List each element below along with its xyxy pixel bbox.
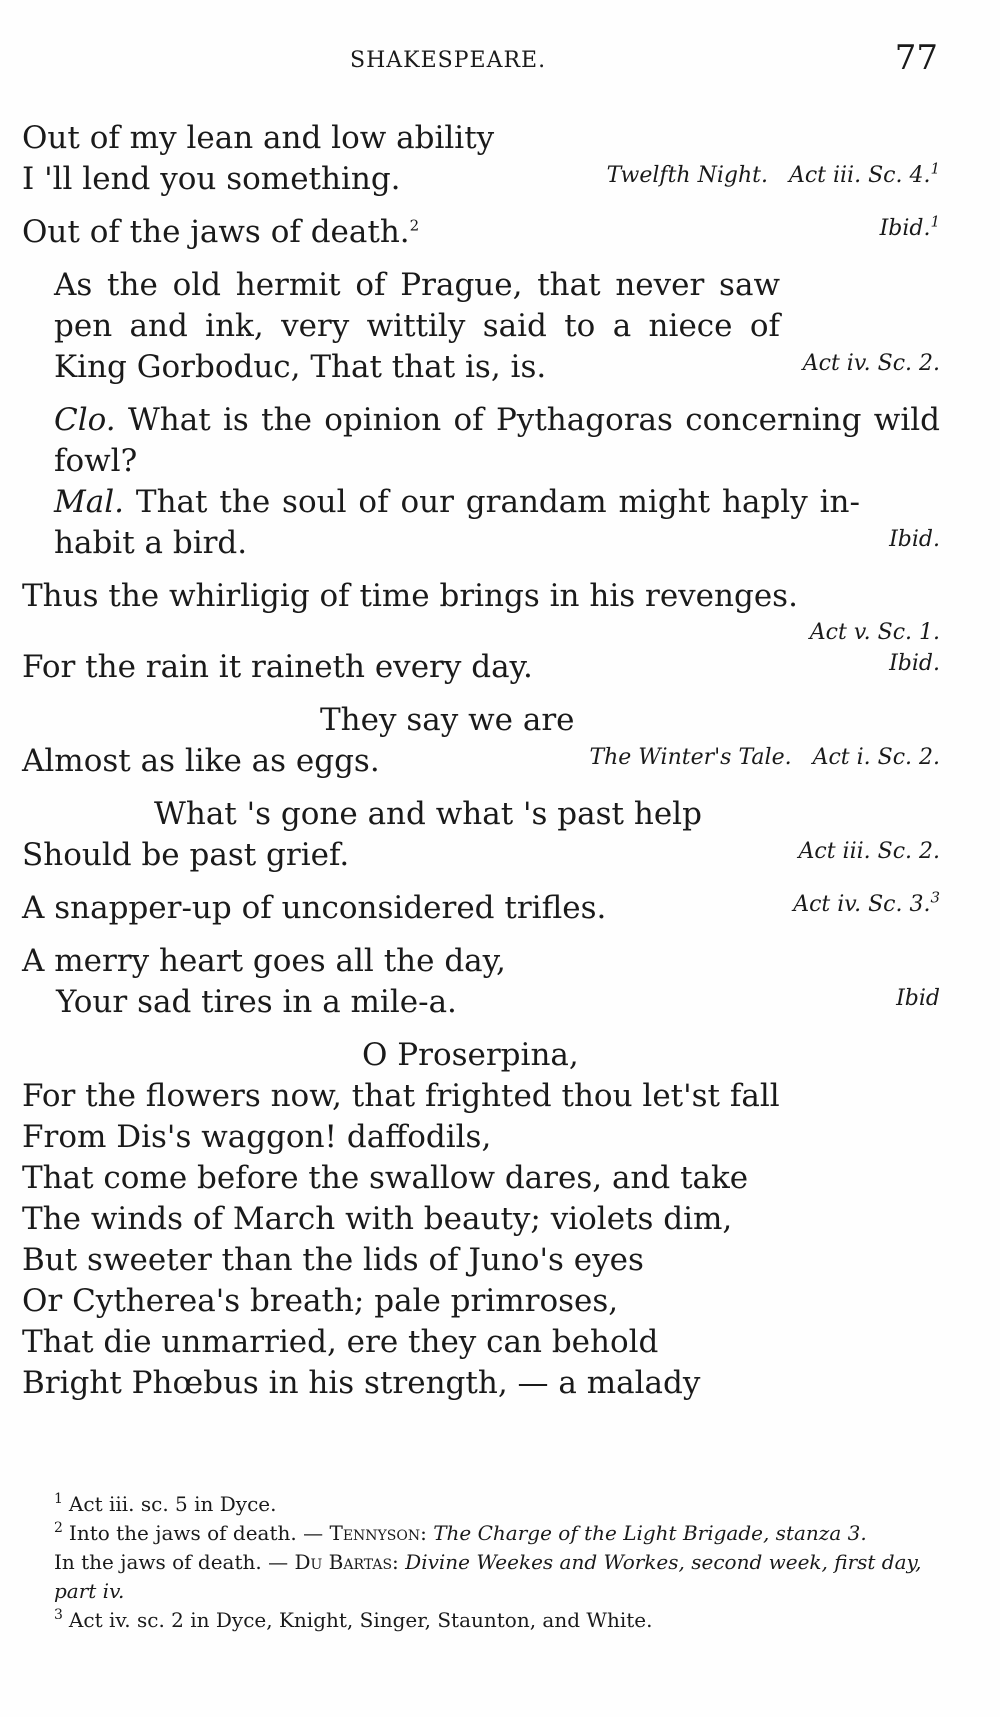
- quotations: [22, 118, 940, 1404]
- citation: Ibid.$^1$: [879, 212, 940, 241]
- page-header: [0, 38, 1000, 88]
- footnote: $^1$ Act iii. sc. 5 in Dyce.: [54, 1491, 277, 1516]
- citation: Act iv. Sc. 2.: [802, 351, 940, 376]
- footnote: In the jaws of death. — Du Bartas: Divine Weekes and Workes, second week, first day, part iv.: [54, 1550, 922, 1603]
- verse-line: Bright Phœbus in his strength, — a malady: [22, 1365, 701, 1401]
- citation: Ibid.: [889, 651, 940, 676]
- running-head: SHAKESPEARE.: [350, 48, 547, 73]
- quote-line: Your sad tires in a mile-a. Ibid: [22, 982, 940, 1023]
- verse-line: For the flowers now, that frighted thou let'st fall: [22, 1078, 780, 1114]
- verse-line: O Proserpina,: [362, 1037, 579, 1073]
- quote-line: Out of my lean and low ability: [22, 120, 495, 156]
- quote-line: A snapper-up of unconsidered trifles. Act iv. Sc. 3.$^3$: [22, 888, 940, 929]
- dialogue-line: Mal. That the soul of our grandam might haply in- habit a bird. Ibid.: [54, 484, 940, 561]
- verse-line: From Dis's waggon! daffodils,: [22, 1119, 492, 1155]
- verse-line: That die unmarried, ere they can behold: [22, 1324, 659, 1360]
- footnote: $^2$ Into the jaws of death. — Tennyson: The Charge of the Light Brigade, stanza 3.: [54, 1520, 867, 1545]
- dialogue-line: Clo. What is the opinion of Pythagoras concerning wild fowl?: [54, 402, 940, 479]
- citation: Ibid: [896, 986, 940, 1011]
- footnotes: [22, 1490, 940, 1635]
- citation: Act v. Sc. 1.: [809, 620, 940, 645]
- quote-line: I 'll lend you something. Twelfth Night. Act iii. Sc. 4.$^1$: [22, 159, 940, 200]
- verse-line: That come before the swallow dares, and take: [22, 1160, 749, 1196]
- quote-line: They say we are: [320, 702, 575, 738]
- quote-line: Thus the whirligig of time brings in his revenges.: [22, 578, 798, 614]
- quote-line: For the rain it raineth every day. Ibid.: [22, 647, 940, 688]
- quote-line: Almost as like as eggs. The Winter's Tale. Act i. Sc. 2.: [22, 741, 940, 782]
- verse-line: Or Cytherea's breath; pale primroses,: [22, 1283, 619, 1319]
- citation: Act iii. Sc. 2.: [798, 839, 940, 864]
- quote-line: Out of the jaws of death.$^2$ Ibid.$^1$: [22, 212, 940, 253]
- citation: Twelfth Night. Act iii. Sc. 4.$^1$: [606, 159, 940, 188]
- quote-line: A merry heart goes all the day,: [22, 943, 506, 979]
- citation: The Winter's Tale. Act i. Sc. 2.: [589, 745, 940, 770]
- verse-line: But sweeter than the lids of Juno's eyes: [22, 1242, 644, 1278]
- page-number: 77: [894, 38, 938, 78]
- quote-paragraph: As the old hermit of Prague, that never saw pen and ink, very wittily said to a niece of King Gorboduc, That that is, is. Act iv. Sc. 2.: [54, 267, 940, 385]
- citation: Act iv. Sc. 3.$^3$: [793, 888, 940, 917]
- verse-line: The winds of March with beauty; violets dim,: [22, 1201, 733, 1237]
- footnote-marker: 2: [409, 216, 420, 235]
- footnote: $^3$ Act iv. sc. 2 in Dyce, Knight, Singer, Staunton, and White.: [54, 1607, 653, 1632]
- quote-line: Should be past grief. Act iii. Sc. 2.: [22, 835, 940, 876]
- quote-line: What 's gone and what 's past help: [154, 796, 702, 832]
- citation: Ibid.: [889, 527, 940, 552]
